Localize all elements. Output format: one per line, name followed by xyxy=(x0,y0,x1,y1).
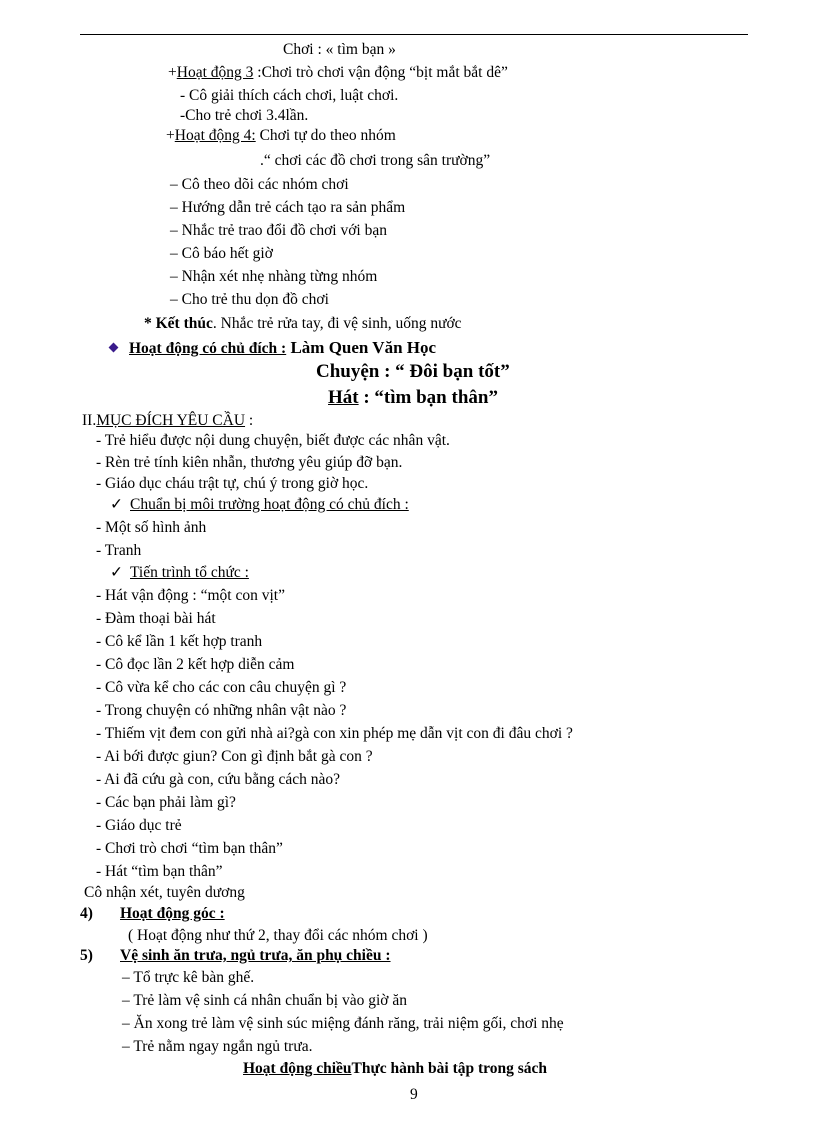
chuan-bi-item: - Tranh xyxy=(96,542,142,559)
section5-heading: Vệ sinh ăn trưa, ngủ trưa, ăn phụ chiều : xyxy=(120,947,391,964)
chieu-line xyxy=(243,1059,547,1079)
section4-heading: Hoạt động góc : xyxy=(120,905,225,922)
tien-trinh-label: Tiến trình tổ chức : xyxy=(130,564,249,581)
section5-item: – Ăn xong trẻ làm vệ sinh súc miệng đánh răng, trải niệm gối, chơi nhẹ xyxy=(122,1015,564,1032)
lqvh-line xyxy=(110,338,436,359)
hd3-text: :Chơi trò chơi vận động “bịt mắt bắt dê” xyxy=(253,64,508,81)
tien-trinh-item: - Hát “tìm bạn thân” xyxy=(96,863,223,880)
page-number: 9 xyxy=(410,1086,418,1103)
hd4-text: Chơi tự do theo nhóm xyxy=(255,127,396,144)
hd4-item: – Nhận xét nhẹ nhàng từng nhóm xyxy=(170,268,378,285)
nhan-xet: Cô nhận xét, tuyên dương xyxy=(84,884,245,901)
hd3-item: - Cô giải thích cách chơi, luật chơi. xyxy=(180,87,399,104)
hat-title xyxy=(328,386,498,410)
tien-trinh-item: - Giáo dục trẻ xyxy=(96,817,182,834)
checkmark-icon: ✓ xyxy=(110,496,123,513)
hd3-line: +Hoạt động 3 :Chơi trò chơi vận động “bịt mắt bắt dê” xyxy=(168,64,508,81)
tien-trinh-item: - Đàm thoại bài hát xyxy=(96,610,216,627)
muc-dich-item: - Trẻ hiểu được nội dung chuyện, biết được các nhân vật. xyxy=(96,432,450,449)
tien-trinh-item: - Trong chuyện có những nhân vật nào ? xyxy=(96,702,347,719)
section5-item: – Trẻ làm vệ sinh cá nhân chuẩn bị vào giờ ăn xyxy=(122,992,407,1009)
section5-number: 5) xyxy=(80,947,93,964)
section4-number: 4) xyxy=(80,905,93,922)
tien-trinh-item: - Thiếm vịt đem con gửi nhà ai?gà con xin phép mẹ dẫn vịt con đi đâu chơi ? xyxy=(96,725,573,742)
hd3-label: Hoạt động 3 xyxy=(176,64,254,81)
chuyen-title: Chuyện : “ Đôi bạn tốt” xyxy=(316,361,510,382)
muc-dich-heading xyxy=(82,411,253,431)
tien-trinh-item: - Cô vừa kể cho các con câu chuyện gì ? xyxy=(96,679,347,696)
checkmark-icon: ✓ xyxy=(110,564,123,581)
tien-trinh-item: - Hát vận động : “một con vịt” xyxy=(96,587,285,604)
tien-trinh-item: - Chơi trò chơi “tìm bạn thân” xyxy=(96,840,283,857)
hat-label: Hát xyxy=(328,387,359,408)
heading-number: II. xyxy=(82,412,97,429)
chuan-bi-line xyxy=(110,495,409,515)
hat-text: : “tìm bạn thân” xyxy=(358,387,498,408)
lqvh-label: Hoạt động có chủ đích : xyxy=(129,340,287,357)
hd4-item: – Cô báo hết giờ xyxy=(170,245,273,262)
tien-trinh-line xyxy=(110,563,249,583)
hd4-sub: .“ chơi các đồ chơi trong sân trường” xyxy=(260,152,491,169)
chuan-bi-label: Chuẩn bị môi trường hoạt động có chủ đích : xyxy=(130,496,409,513)
chieu-label: Hoạt động chiều xyxy=(243,1060,352,1077)
choi-tim-ban: Chơi : « tìm bạn » xyxy=(283,41,396,58)
tien-trinh-item: - Cô đọc lần 2 kết hợp diễn cảm xyxy=(96,656,295,673)
header-rule xyxy=(80,34,748,35)
muc-dich-item: - Giáo dục cháu trật tự, chú ý trong giờ học. xyxy=(96,475,369,492)
tien-trinh-item: - Cô kể lần 1 kết hợp tranh xyxy=(96,633,263,650)
diamond-bullet-icon xyxy=(109,343,119,353)
section5-item: – Trẻ nằm ngay ngắn ngủ trưa. xyxy=(122,1038,313,1055)
hd4-item: – Nhắc trẻ trao đổi đồ chơi với bạn xyxy=(170,222,387,239)
hd4-label: Hoạt động 4: xyxy=(174,127,256,144)
tien-trinh-item: - Ai bới được giun? Con gì định bắt gà con ? xyxy=(96,748,373,765)
tien-trinh-item: - Các bạn phải làm gì? xyxy=(96,794,236,811)
ket-thuc-label: * Kết thúc xyxy=(144,315,213,332)
hd4-line: +Hoạt động 4: Chơi tự do theo nhóm xyxy=(166,127,396,144)
hd3-item: -Cho trẻ chơi 3.4lần. xyxy=(180,107,309,124)
section5-item: – Tổ trực kê bàn ghế. xyxy=(122,969,255,986)
section4-text: ( Hoạt động như thứ 2, thay đổi các nhóm chơi ) xyxy=(128,927,428,944)
hd4-item: – Cô theo dõi các nhóm chơi xyxy=(170,176,349,193)
chieu-text: Thực hành bài tập trong sách xyxy=(351,1060,548,1077)
heading-tail: : xyxy=(245,412,254,429)
ket-thuc xyxy=(144,314,462,334)
heading-text: MỤC ĐÍCH YÊU CẦU xyxy=(96,412,246,429)
tien-trinh-item: - Ai đã cứu gà con, cứu bằng cách nào? xyxy=(96,771,341,788)
muc-dich-item: - Rèn trẻ tính kiên nhẫn, thương yêu giúp đỡ bạn. xyxy=(96,454,403,471)
ket-thuc-text: . Nhắc trẻ rửa tay, đi vệ sinh, uống nước xyxy=(212,315,462,332)
hd4-item: – Hướng dẫn trẻ cách tạo ra sản phẩm xyxy=(170,199,406,216)
chuan-bi-item: - Một số hình ảnh xyxy=(96,519,207,536)
hd4-item: – Cho trẻ thu dọn đồ chơi xyxy=(170,291,329,308)
lqvh-title: Làm Quen Văn Học xyxy=(286,338,437,357)
